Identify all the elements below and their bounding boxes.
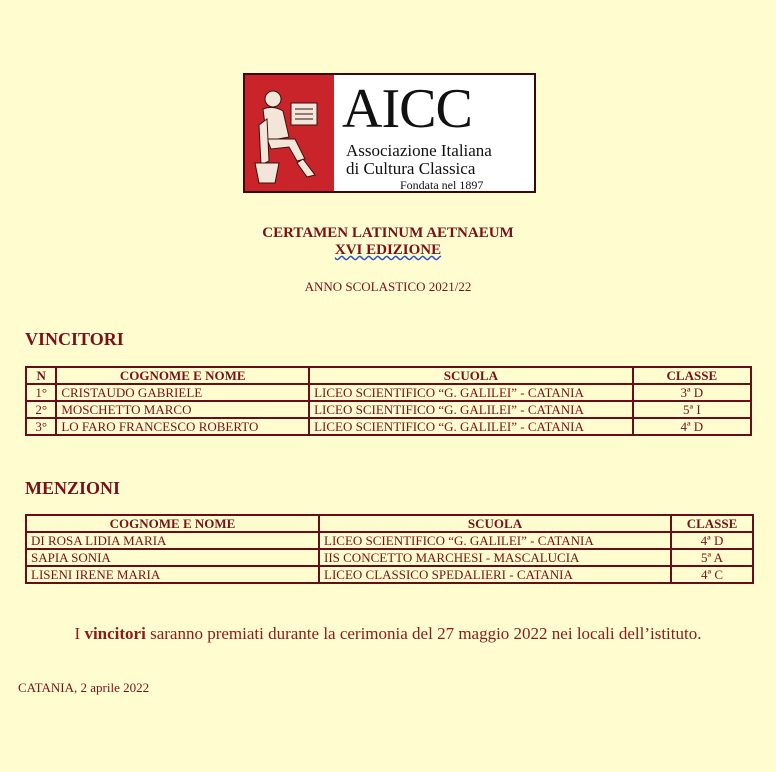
school-cell: LICEO SCIENTIFICO “G. GALILEI” - CATANIA bbox=[319, 532, 671, 549]
edition-text: XVI EDIZIONE bbox=[334, 242, 442, 258]
logo-line-2: di Cultura Classica bbox=[346, 159, 476, 178]
name-cell: CRISTAUDO GABRIELE bbox=[56, 384, 309, 401]
table-row bbox=[26, 549, 753, 566]
table-header-row bbox=[26, 515, 753, 532]
school-cell: LICEO CLASSICO SPEDALIERI - CATANIA bbox=[319, 566, 671, 583]
aicc-logo bbox=[243, 73, 536, 193]
place-date: CATANIA, 2 aprile 2022 bbox=[18, 680, 150, 695]
class-cell: 3ª D bbox=[633, 384, 751, 401]
school-year: ANNO SCOLASTICO 2021/22 bbox=[304, 279, 472, 294]
col-header-scuola: SCUOLA bbox=[309, 367, 633, 384]
col-header-scuola: SCUOLA bbox=[319, 515, 671, 532]
table-row bbox=[26, 532, 753, 549]
table-row bbox=[26, 418, 751, 435]
name-cell: DI ROSA LIDIA MARIA bbox=[26, 532, 319, 549]
school-cell: LICEO SCIENTIFICO “G. GALILEI” - CATANIA bbox=[309, 418, 633, 435]
class-cell: 4ª D bbox=[671, 532, 753, 549]
logo-line-1: Associazione Italiana bbox=[346, 141, 492, 160]
logo-line-3: Fondata nel 1897 bbox=[400, 178, 484, 192]
note-bold: vincitori bbox=[84, 624, 146, 643]
award-note bbox=[0, 624, 776, 644]
name-cell: LISENI IRENE MARIA bbox=[26, 566, 319, 583]
table-header-row bbox=[26, 367, 751, 384]
note-prefix: I bbox=[74, 624, 85, 643]
rank-cell: 2° bbox=[26, 401, 56, 418]
school-cell: LICEO SCIENTIFICO “G. GALILEI” - CATANIA bbox=[309, 401, 633, 418]
name-cell: SAPIA SONIA bbox=[26, 549, 319, 566]
class-cell: 4ª C bbox=[671, 566, 753, 583]
edition-label bbox=[0, 242, 776, 259]
document-title: CERTAMEN LATINUM AETNAEUM bbox=[262, 225, 514, 241]
vincitori-heading: VINCITORI bbox=[25, 329, 124, 349]
scholar-figure-image bbox=[245, 75, 334, 191]
class-cell: 5ª A bbox=[671, 549, 753, 566]
logo-wordmark: AICC bbox=[342, 78, 472, 140]
school-cell: LICEO SCIENTIFICO “G. GALILEI” - CATANIA bbox=[309, 384, 633, 401]
class-cell: 5ª I bbox=[633, 401, 751, 418]
name-cell: MOSCHETTO MARCO bbox=[56, 401, 309, 418]
vincitori-table bbox=[25, 366, 752, 436]
menzioni-heading: MENZIONI bbox=[25, 478, 121, 498]
name-cell: LO FARO FRANCESCO ROBERTO bbox=[56, 418, 309, 435]
rank-cell: 1° bbox=[26, 384, 56, 401]
school-cell: IIS CONCETTO MARCHESI - MASCALUCIA bbox=[319, 549, 671, 566]
table-row bbox=[26, 401, 751, 418]
menzioni-table bbox=[25, 514, 754, 584]
col-header-classe: CLASSE bbox=[671, 515, 753, 532]
rank-cell: 3° bbox=[26, 418, 56, 435]
col-header-nome: COGNOME E NOME bbox=[56, 367, 309, 384]
logo-text-block bbox=[334, 75, 534, 191]
class-cell: 4ª D bbox=[633, 418, 751, 435]
col-header-nome: COGNOME E NOME bbox=[26, 515, 319, 532]
table-row bbox=[26, 384, 751, 401]
table-row bbox=[26, 566, 753, 583]
col-header-classe: CLASSE bbox=[633, 367, 751, 384]
note-rest: saranno premiati durante la cerimonia del 27 maggio 2022 nei locali dell’istituto. bbox=[145, 624, 702, 643]
col-header-n: N bbox=[26, 367, 56, 384]
